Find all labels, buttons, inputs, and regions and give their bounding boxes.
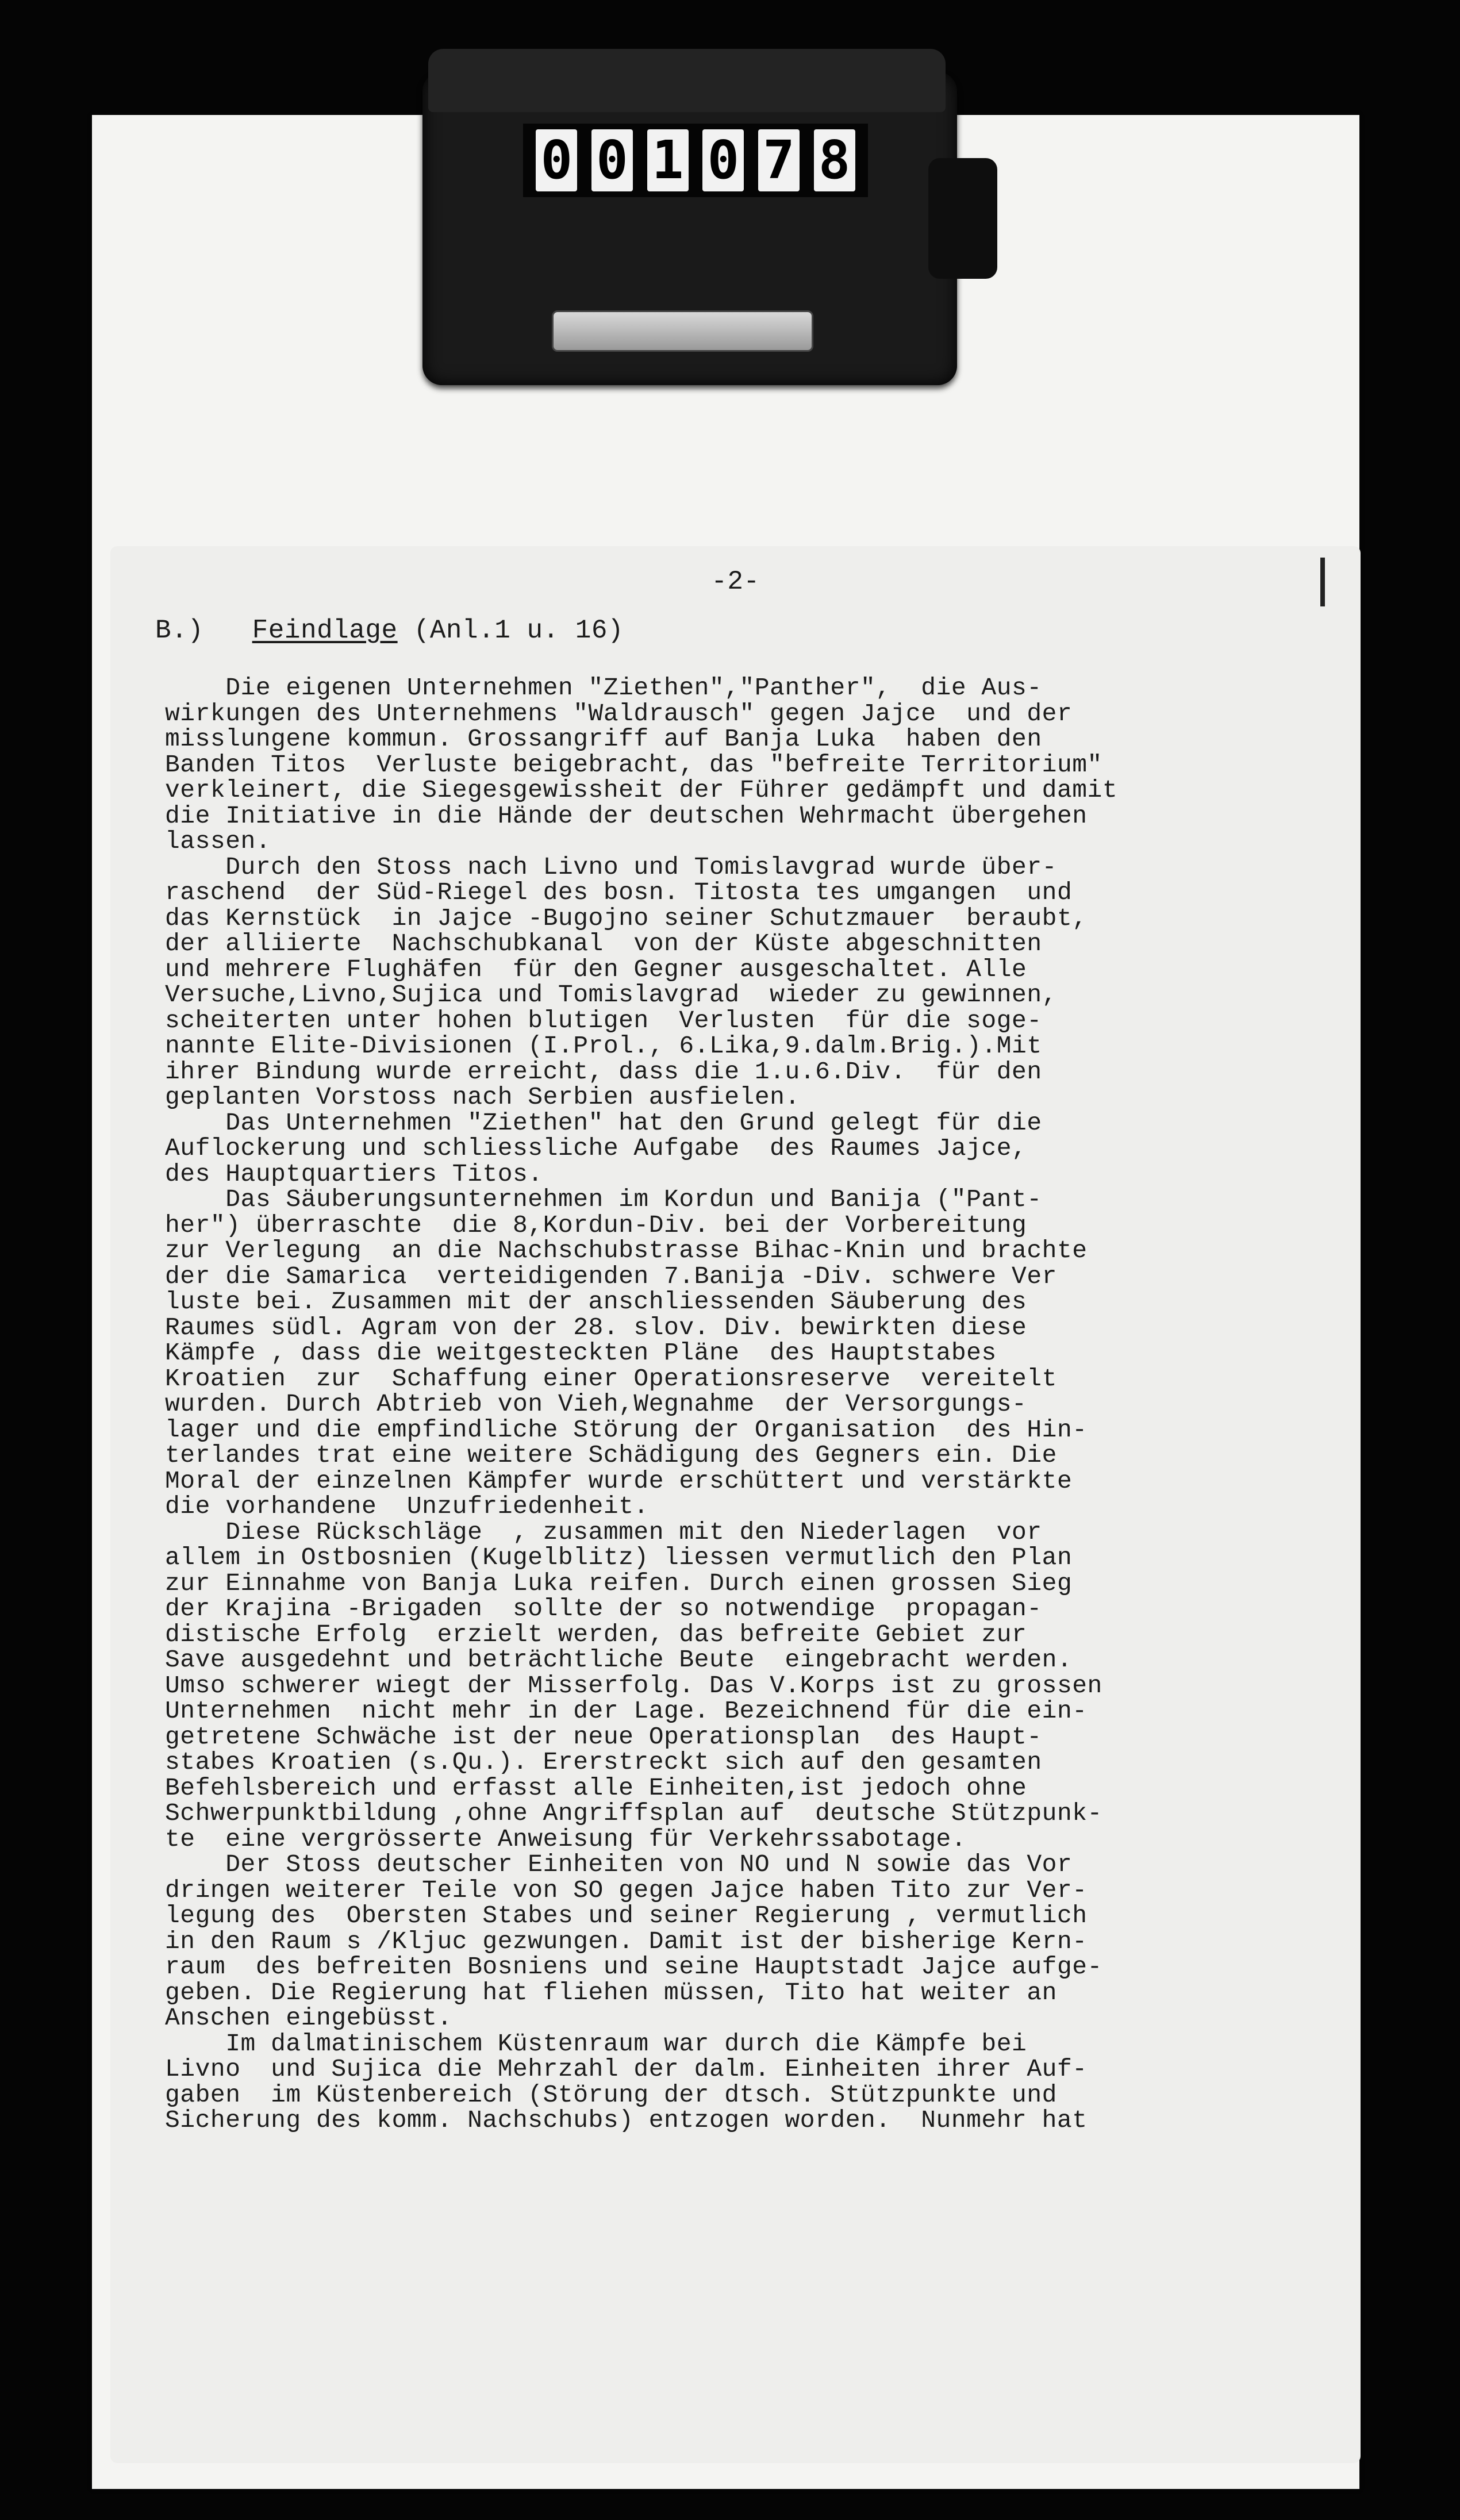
text-line: her") überraschte die 8,Kordun-Div. bei der Vorbereitung (165, 1211, 1027, 1239)
page-content (110, 546, 1361, 2463)
text-line: lager und die empfindliche Störung der Organisation des Hin- (165, 1415, 1088, 1444)
text-line: geplanten Vorstoss nach Serbien ausfielen. (165, 1083, 800, 1111)
text-line: te eine vergrösserte Anweisung für Verkehrssabotage. (165, 1824, 967, 1853)
text-line: Die eigenen Unternehmen "Ziethen","Panther", die Aus- (165, 674, 1042, 702)
text-line: der die Samarica verteidigenden 7.Banija -Div. schwere Ver (165, 1262, 1057, 1290)
text-line: verkleinert, die Siegesgewissheit der Führer gedämpft und damit (165, 776, 1118, 804)
text-line: scheiterten unter hohen blutigen Verlusten für die soge- (165, 1006, 1042, 1035)
text-line: das Kernstück in Jajce -Bugojno seiner Schutzmauer beraubt, (165, 904, 1088, 932)
text-line: Durch den Stoss nach Livno und Tomislavgrad wurde über- (165, 852, 1057, 881)
text-line: terlandes trat eine weitere Schädigung des Gegners ein. Die (165, 1441, 1057, 1469)
frame-counter-device (422, 49, 963, 385)
section-title: Feindlage (252, 616, 398, 646)
text-line: luste bei. Zusammen mit der anschliessenden Säuberung des (165, 1288, 1027, 1316)
counter-nameplate (552, 310, 813, 352)
text-line: Kämpfe , dass die weitgesteckten Pläne des Hauptstabes (165, 1339, 997, 1367)
text-line: distische Erfolg erzielt werden, das befreite Gebiet zur (165, 1620, 1027, 1649)
text-line: Das Unternehmen "Ziethen" hat den Grund gelegt für die (165, 1108, 1042, 1137)
text-line: Das Säuberungsunternehmen im Kordun und Banija ("Pant- (165, 1185, 1042, 1213)
text-line: gaben im Küstenbereich (Störung der dtsch. Stützpunkte und (165, 2080, 1057, 2109)
text-line: Umso schwerer wiegt der Misserfolg. Das V.Korps ist zu grossen (165, 1671, 1102, 1700)
text-line: Save ausgedehnt und beträchtliche Beute eingebracht werden. (165, 1646, 1073, 1674)
text-line: der Krajina -Brigaden sollte der so notwendige propagan- (165, 1595, 1042, 1623)
text-line: Sicherung des komm. Nachschubs) entzogen worden. Nunmehr hat (165, 2106, 1088, 2134)
text-line: Anschen eingebüsst. (165, 2004, 452, 2032)
text-line: der alliierte Nachschubkanal von der Küste abgeschnitten (165, 929, 1042, 958)
text-line: Diese Rückschläge , zusammen mit den Niederlagen vor (165, 1518, 1042, 1546)
text-line: misslungene kommun. Grossangriff auf Banja Luka haben den (165, 725, 1042, 753)
text-line: Befehlsbereich und erfasst alle Einheiten,ist jedoch ohne (165, 1773, 1027, 1802)
text-line: zur Verlegung an die Nachschubstrasse Bihac-Knin und brachte (165, 1236, 1088, 1265)
counter-digit: 0 (702, 129, 744, 191)
typed-document-page (110, 546, 1361, 2463)
text-line: die vorhandene Unzufriedenheit. (165, 1492, 649, 1520)
section-reference: (Anl.1 u. 16) (413, 616, 624, 646)
text-line: Moral der einzelnen Kämpfer wurde erschüttert und verstärkte (165, 1466, 1073, 1495)
text-line: legung des Obersten Stabes und seiner Regierung , vermutlich (165, 1901, 1088, 1930)
text-line: lassen. (165, 827, 271, 855)
page-number: -2- (711, 567, 760, 597)
text-line: Versuche,Livno,Sujica und Tomislavgrad wieder zu gewinnen, (165, 981, 1057, 1009)
section-prefix: B.) (155, 616, 204, 646)
counter-top-plate (428, 49, 946, 112)
text-line: Unternehmen nicht mehr in der Lage. Bezeichnend für die ein- (165, 1697, 1088, 1725)
text-line: Raumes südl. Agram von der 28. slov. Div. bewirkten diese (165, 1313, 1027, 1342)
counter-digit: 8 (814, 129, 855, 191)
text-line: und mehrere Flughäfen für den Gegner ausgeschaltet. Alle (165, 955, 1027, 984)
text-line: dringen weiterer Teile von SO gegen Jajce haben Tito zur Ver- (165, 1876, 1088, 1904)
text-line: Der Stoss deutscher Einheiten von NO und N sowie das Vor (165, 1850, 1073, 1879)
body-text (165, 675, 1358, 2134)
text-line: zur Einnahme von Banja Luka reifen. Durch einen grossen Sieg (165, 1569, 1073, 1597)
text-line: stabes Kroatien (s.Qu.). Ererstreckt sich auf den gesamten (165, 1748, 1042, 1776)
text-line: nannte Elite-Divisionen (I.Prol., 6.Lika,9.dalm.Brig.).Mit (165, 1032, 1042, 1060)
counter-knob (928, 158, 997, 279)
text-line: wurden. Durch Abtrieb von Vieh,Wegnahme der Versorgungs- (165, 1390, 1027, 1418)
text-line: Im dalmatinischem Küstenraum war durch die Kämpfe bei (165, 2029, 1027, 2058)
text-line: Schwerpunktbildung ,ohne Angriffsplan auf deutsche Stützpunk- (165, 1799, 1102, 1827)
text-line: in den Raum s /Kljuc gezwungen. Damit ist der bisherige Kern- (165, 1927, 1088, 1956)
text-line: wirkungen des Unternehmens "Waldrausch" gegen Jajce und der (165, 699, 1073, 728)
counter-display (523, 124, 868, 197)
text-line: Banden Titos Verluste beigebracht, das "befreite Territorium" (165, 750, 1102, 779)
section-heading (155, 618, 624, 644)
counter-digit: 0 (591, 129, 633, 191)
text-line: raum des befreiten Bosniens und seine Hauptstadt Jajce aufge- (165, 1953, 1102, 1981)
text-line: raschend der Süd-Riegel des bosn. Titosta tes umgangen und (165, 878, 1073, 906)
counter-digit: 0 (536, 129, 577, 191)
text-line: ihrer Bindung wurde erreicht, dass die 1.u.6.Div. für den (165, 1057, 1042, 1086)
text-line: die Initiative in die Hände der deutschen Wehrmacht übergehen (165, 801, 1088, 830)
counter-digit: 7 (758, 129, 800, 191)
text-line: geben. Die Regierung hat fliehen müssen, Tito hat weiter an (165, 1978, 1057, 2007)
text-line: Kroatien zur Schaffung einer Operationsreserve vereitelt (165, 1364, 1057, 1393)
counter-digit: 1 (647, 129, 689, 191)
text-line: Auflockerung und schliessliche Aufgabe des Raumes Jajce, (165, 1134, 1027, 1162)
text-line: allem in Ostbosnien (Kugelblitz) liessen vermutlich den Plan (165, 1543, 1073, 1572)
text-line: Livno und Sujica die Mehrzahl der dalm. Einheiten ihrer Auf- (165, 2055, 1088, 2083)
text-line: des Hauptquartiers Titos. (165, 1159, 543, 1188)
text-line: getretene Schwäche ist der neue Operationsplan des Haupt- (165, 1722, 1042, 1751)
